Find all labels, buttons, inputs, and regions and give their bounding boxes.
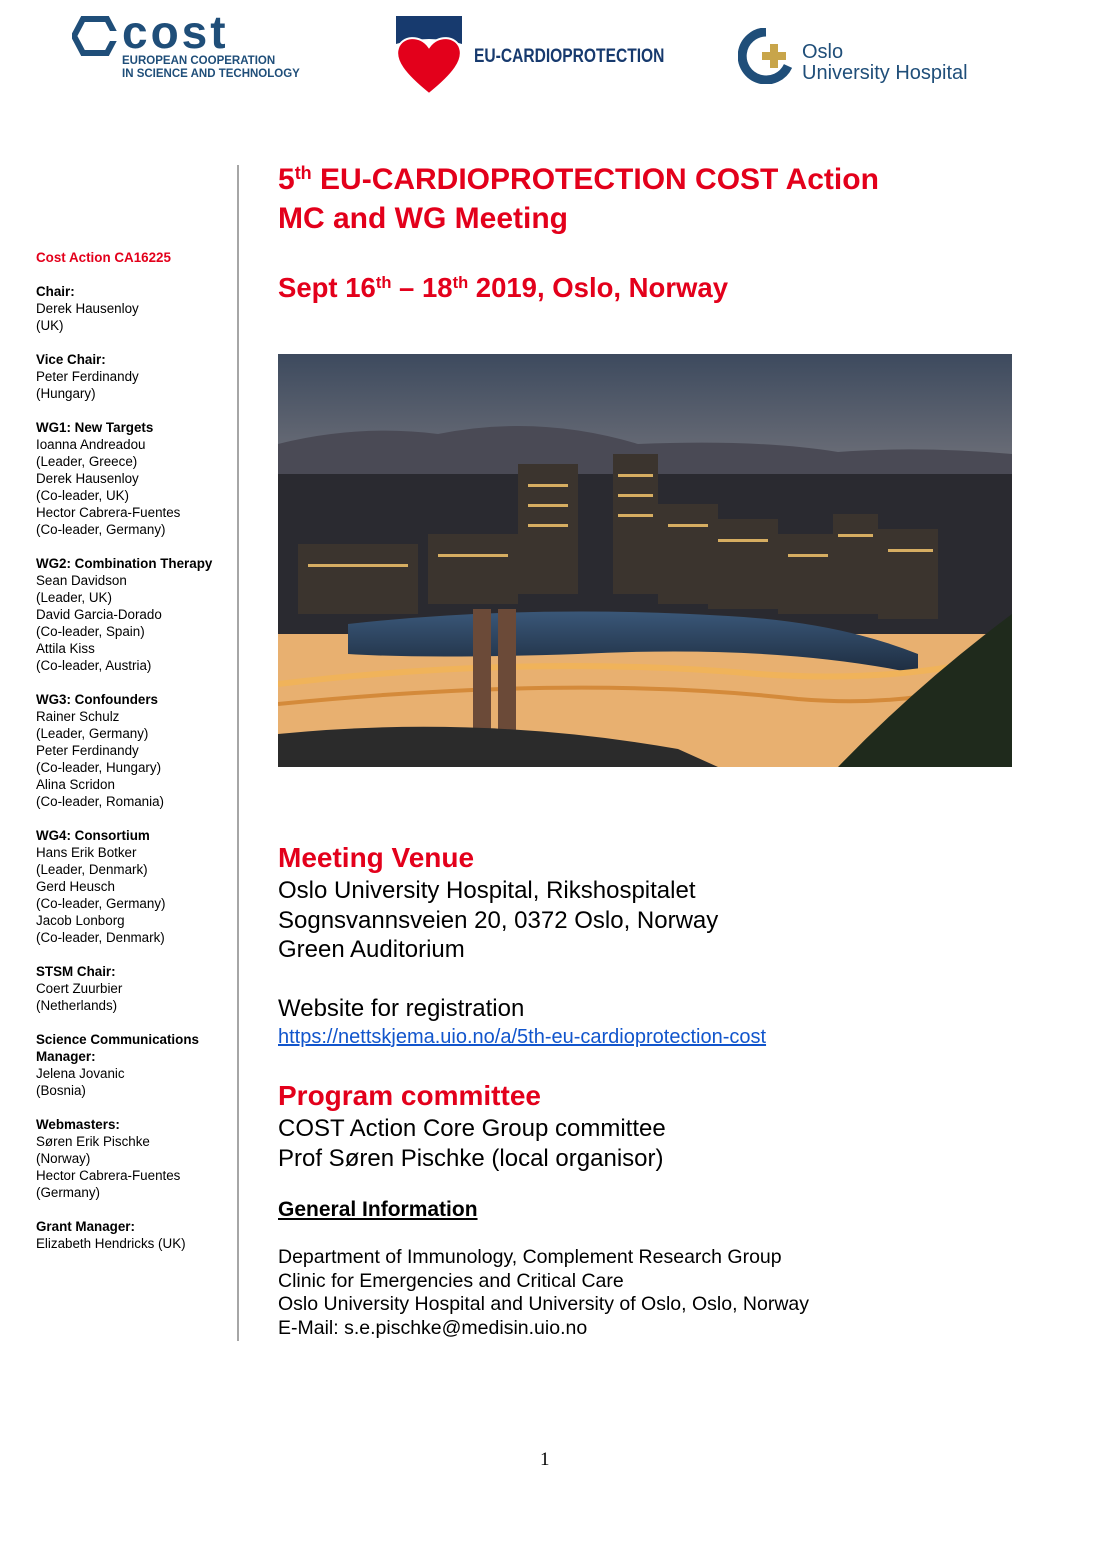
cost-logo	[72, 6, 312, 84]
sidebar-group-line: Attila Kiss	[36, 641, 95, 656]
title-line-1-text: EU-CARDIOPROTECTION COST Action	[311, 163, 879, 196]
sidebar-group-line: (Co-leader, Spain)	[36, 624, 145, 639]
sidebar-group	[36, 963, 231, 1014]
general-line: Department of Immunology, Complement Research Group	[278, 1246, 782, 1268]
cost-tagline-line: IN SCIENCE AND TECHNOLOGY	[122, 68, 300, 80]
general-line: E-Mail: s.e.pischke@medisin.uio.no	[278, 1316, 588, 1339]
eu-cardioprotection-name: EU-CARDIOPROTECTION	[474, 46, 665, 67]
sidebar-group-title: Grant Manager:	[36, 1219, 135, 1234]
sidebar-group-title: WG3: Confounders	[36, 692, 158, 707]
sidebar-group-line: (UK)	[36, 318, 64, 333]
sidebar-group-line: Gerd Heusch	[36, 879, 115, 894]
sidebar-group-line: Coert Zuurbier	[36, 981, 123, 996]
venue-address	[278, 876, 718, 965]
cost-hexagon-icon	[72, 16, 118, 56]
sidebar-group-line: (Norway)	[36, 1151, 91, 1166]
sidebar-group-line: Sean Davidson	[36, 573, 127, 588]
sidebar-group-line: (Leader, UK)	[36, 590, 112, 605]
sidebar	[36, 249, 231, 1269]
cost-tagline	[122, 55, 300, 81]
sidebar-group-title: Chair:	[36, 284, 75, 299]
sidebar-group-line: Søren Erik Pischke	[36, 1134, 150, 1149]
cost-tagline-line: EUROPEAN COOPERATION	[122, 55, 276, 67]
sidebar-group-line: Elizabeth Hendricks (UK)	[36, 1236, 186, 1251]
sidebar-group-line: (Co-leader, Germany)	[36, 522, 166, 537]
sidebar-groups	[36, 283, 231, 1252]
sidebar-group	[36, 827, 231, 946]
cost-wordmark: cost	[122, 6, 229, 58]
title-ordinal: 5	[278, 163, 295, 196]
ous-name-line: University Hospital	[802, 62, 968, 84]
sidebar-group-line: (Co-leader, Austria)	[36, 658, 152, 673]
program-heading: Program committee	[278, 1080, 541, 1111]
date-start: Sept 16	[278, 272, 376, 303]
venue-heading: Meeting Venue	[278, 842, 475, 873]
page-title	[278, 160, 1058, 238]
program-line: Prof Søren Pischke (local organisor)	[278, 1145, 664, 1172]
meeting-dates	[278, 270, 1058, 306]
sidebar-group-line: Hans Erik Botker	[36, 845, 137, 860]
date-end: – 18	[391, 272, 453, 303]
sidebar-group-line: (Co-leader, UK)	[36, 488, 130, 503]
sidebar-group-title: WG4: Consortium	[36, 828, 150, 843]
sidebar-group-line: (Bosnia)	[36, 1083, 86, 1098]
sidebar-group	[36, 1218, 231, 1252]
sidebar-group-line: Jelena Jovanic	[36, 1066, 125, 1081]
title-line-1	[278, 160, 1058, 199]
sidebar-group-title: Vice Chair:	[36, 352, 106, 367]
general-line: Oslo University Hospital and University of Oslo, Oslo, Norway	[278, 1293, 810, 1316]
sidebar-group-line: Jacob Lonborg	[36, 913, 125, 928]
sidebar-group-title: Science Communications Manager:	[36, 1032, 199, 1064]
registration-link[interactable]: https://nettskjema.uio.no/a/5th-eu-cardioprotection-cost	[278, 1026, 767, 1048]
sidebar-group-line: (Co-leader, Germany)	[36, 896, 166, 911]
sidebar-group-line: Alina Scridon	[36, 777, 115, 792]
sidebar-group-line: (Leader, Denmark)	[36, 862, 148, 877]
ous-name	[802, 42, 968, 84]
general-info	[278, 1246, 809, 1340]
sidebar-group-line: (Co-leader, Denmark)	[36, 930, 165, 945]
oslo-city-photo	[278, 354, 1012, 767]
sidebar-group-line: Peter Ferdinandy	[36, 369, 139, 384]
sidebar-group	[36, 1116, 231, 1201]
ous-name-line: Oslo	[802, 41, 844, 63]
sidebar-group	[36, 555, 231, 674]
sidebar-group-line: (Germany)	[36, 1185, 100, 1200]
cost-action-id: Cost Action CA16225	[36, 250, 171, 265]
date-rest: 2019, Oslo, Norway	[468, 272, 728, 303]
oslo-university-hospital-logo	[738, 28, 1008, 88]
general-line: Clinic for Emergencies and Critical Care	[278, 1269, 624, 1292]
sidebar-group-line: Derek Hausenloy	[36, 471, 139, 486]
sidebar-group-line: (Leader, Germany)	[36, 726, 149, 741]
sidebar-group-line: (Netherlands)	[36, 998, 118, 1013]
heart-shield-icon	[394, 14, 464, 96]
ous-cross-icon	[738, 28, 794, 84]
sidebar-group	[36, 283, 231, 334]
sidebar-divider	[237, 165, 239, 1341]
sidebar-group-title: WG2: Combination Therapy	[36, 556, 213, 571]
sidebar-group-line: David Garcia-Dorado	[36, 607, 162, 622]
program-committee	[278, 1114, 666, 1174]
sidebar-group	[36, 351, 231, 402]
venue-line: Oslo University Hospital, Rikshospitalet	[278, 877, 696, 904]
sidebar-group-line: (Co-leader, Romania)	[36, 794, 165, 809]
venue-line: Green Auditorium	[278, 936, 465, 963]
sidebar-group-line: Derek Hausenloy	[36, 301, 139, 316]
eu-cardioprotection-logo	[394, 14, 664, 100]
sidebar-group-title: Webmasters:	[36, 1117, 120, 1132]
sidebar-group	[36, 1031, 231, 1099]
sidebar-group-line: Hector Cabrera-Fuentes	[36, 1168, 181, 1183]
sidebar-group-line: (Leader, Greece)	[36, 454, 138, 469]
date-start-suffix: th	[375, 273, 392, 292]
sidebar-group-line: Ioanna Andreadou	[36, 437, 146, 452]
title-line-2: MC and WG Meeting	[278, 202, 568, 235]
page-number: 1	[540, 1449, 550, 1470]
sidebar-group-line: (Co-leader, Hungary)	[36, 760, 162, 775]
sidebar-group-line: Rainer Schulz	[36, 709, 120, 724]
sidebar-group-line: Hector Cabrera-Fuentes	[36, 505, 181, 520]
date-end-suffix: th	[452, 273, 469, 292]
sidebar-group-line: (Hungary)	[36, 386, 96, 401]
website-label: Website for registration	[278, 995, 525, 1022]
sidebar-group	[36, 691, 231, 810]
sidebar-group	[36, 419, 231, 538]
general-info-heading: General Information	[278, 1198, 478, 1221]
sidebar-group-title: WG1: New Targets	[36, 420, 154, 435]
sidebar-group-line: Peter Ferdinandy	[36, 743, 139, 758]
venue-line: Sognsvannsveien 20, 0372 Oslo, Norway	[278, 906, 719, 934]
title-ordinal-suffix: th	[294, 163, 312, 184]
sidebar-group-title: STSM Chair:	[36, 964, 116, 979]
program-line: COST Action Core Group committee	[278, 1115, 666, 1142]
